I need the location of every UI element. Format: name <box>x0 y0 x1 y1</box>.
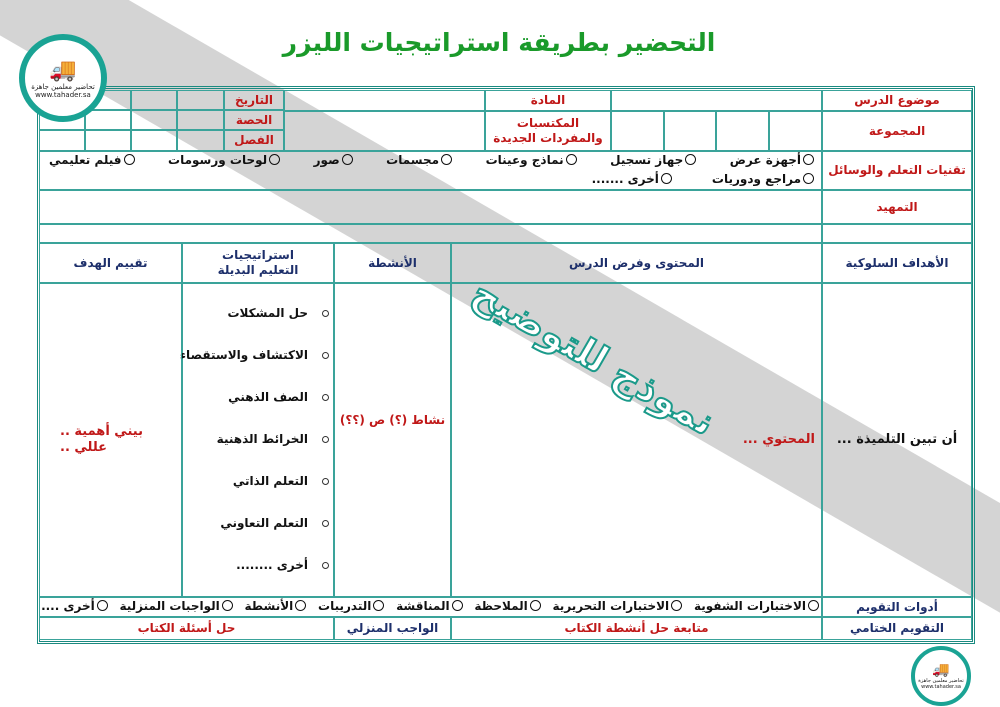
date-grid-cell[interactable] <box>40 130 86 151</box>
content-header: المحتوى وفرض الدرس <box>452 243 823 283</box>
option-pictures[interactable]: صور <box>315 153 354 167</box>
assessment-option[interactable]: أخرى .... <box>42 599 109 613</box>
class-label: الفصل <box>225 130 285 151</box>
group-label: المجموعة <box>823 111 973 151</box>
group-cell[interactable] <box>612 111 665 151</box>
date-grid-cell[interactable] <box>178 130 225 151</box>
assessment-option[interactable]: الملاحظة <box>475 599 541 613</box>
activity-cell[interactable]: نشاط (؟) ص (؟؟) <box>335 283 452 597</box>
date-grid-cell[interactable] <box>132 130 178 151</box>
strategy-label: أخرى ........ <box>237 558 309 572</box>
strategy-option[interactable] <box>237 558 330 573</box>
radio-icon[interactable] <box>323 478 330 485</box>
assessment-option[interactable]: التدريبات <box>319 599 385 613</box>
radio-icon[interactable] <box>323 436 330 443</box>
tech-label: تقنيات التعلم والوسائل <box>823 151 973 190</box>
assessment-options-row <box>42 599 820 613</box>
strategy-option[interactable] <box>218 432 330 447</box>
final-label: التقويم الختامي <box>823 617 973 640</box>
option-recorder[interactable]: جهاز تسجيل <box>611 153 697 167</box>
assessment-label: أدوات التقويم <box>823 597 973 617</box>
group-cell[interactable] <box>665 111 717 151</box>
strategy-option[interactable] <box>181 348 330 363</box>
logo-text: تحاضير معلمين جاهزة <box>32 82 96 91</box>
strategy-label: التعلم التعاوني <box>221 516 309 530</box>
vocab-value[interactable] <box>285 111 486 151</box>
evaluation-cell[interactable]: بيني أهمية .. عللي .. <box>40 283 183 597</box>
spacer-cell <box>823 224 973 243</box>
subject-label: المادة <box>486 90 612 111</box>
logo-top <box>20 34 108 122</box>
assessment-option[interactable]: الأنشطة <box>246 599 308 613</box>
objective-cell[interactable]: أن تبين التلميذة ... <box>823 283 973 597</box>
strategy-label: حل المشكلات <box>228 306 309 320</box>
strategy-option[interactable] <box>234 474 330 489</box>
date-grid-cell[interactable] <box>132 110 178 130</box>
option-solids[interactable]: مجسمات <box>387 153 453 167</box>
intro-label: التمهيد <box>823 190 973 224</box>
group-cell[interactable] <box>770 111 823 151</box>
option-other[interactable]: أخرى ....... <box>593 172 673 186</box>
homework-label: الواجب المنزلي <box>335 617 452 640</box>
strategy-label: الاكتشاف والاستقصاء <box>180 348 309 362</box>
assessment-option[interactable]: الاختبارات التحريرية <box>554 599 684 613</box>
assessment-option[interactable]: الواجبات المنزلية <box>120 599 233 613</box>
subject-value[interactable] <box>285 90 486 111</box>
period-label: الحصة <box>225 110 285 130</box>
evaluation-header: تقييم الهدف <box>40 243 183 283</box>
assessment-option[interactable]: المناقشة <box>397 599 463 613</box>
strategy-label: التعلم الذاتي <box>233 474 309 488</box>
topic-value[interactable] <box>612 90 823 111</box>
date-grid-cell[interactable] <box>178 90 225 110</box>
radio-icon[interactable] <box>323 520 330 527</box>
strategies-header: استراتيجيات التعليم البديلة <box>183 243 335 283</box>
option-charts[interactable]: لوحات ورسومات <box>169 153 281 167</box>
activities-header: الأنشطة <box>335 243 452 283</box>
truck-icon: 🚚 <box>933 662 951 678</box>
book-cell: حل أسئلة الكتاب <box>40 617 335 640</box>
logo-url: www.tahader.sa <box>922 684 962 690</box>
watermark-text: نموذج للتوضيح <box>466 269 724 445</box>
strategy-option[interactable] <box>229 390 330 405</box>
spacer-cell <box>40 224 823 243</box>
topic-label: موضوع الدرس <box>823 90 973 111</box>
date-grid-cell[interactable] <box>86 130 132 151</box>
intro-value[interactable] <box>40 190 823 224</box>
logo-bottom <box>912 646 972 706</box>
date-grid-cell[interactable] <box>178 110 225 130</box>
group-cell[interactable] <box>717 111 770 151</box>
option-film[interactable]: فيلم تعليمي <box>50 153 136 167</box>
vocab-label: المكتسبات والمفردات الجديدة <box>486 111 612 151</box>
logo-text: تحاضير معلمين جاهزة <box>919 678 965 684</box>
date-grid-cell[interactable] <box>86 110 132 130</box>
radio-icon[interactable] <box>323 562 330 569</box>
assessment-option[interactable]: الاختبارات الشفوية <box>695 599 820 613</box>
logo-url: www.tahader.sa <box>36 90 92 99</box>
content-cell[interactable]: المحتوي ... <box>452 283 823 597</box>
radio-icon[interactable] <box>323 394 330 401</box>
truck-icon: 🚚 <box>50 57 78 83</box>
strategy-option[interactable] <box>221 516 330 531</box>
page-title: التحضير بطريقة استراتيجيات الليزر <box>283 28 717 57</box>
follow-cell: متابعة حل أنشطة الكتاب <box>452 617 823 640</box>
radio-icon[interactable] <box>323 352 330 359</box>
radio-icon[interactable] <box>323 310 330 317</box>
tech-options-row-2 <box>593 172 815 186</box>
strategies-cell <box>180 283 335 597</box>
option-projector[interactable]: أجهزة عرض <box>731 153 815 167</box>
objectives-header: الأهداف السلوكية <box>823 243 973 283</box>
tech-options-row-1 <box>50 153 815 167</box>
date-grid-cell[interactable] <box>132 90 178 110</box>
strategy-option[interactable] <box>228 306 330 321</box>
strategy-label: الصف الذهني <box>229 390 309 404</box>
date-label: التاريخ <box>225 90 285 110</box>
strategy-label: الخرائط الذهنية <box>217 432 309 446</box>
option-references[interactable]: مراجع ودوريات <box>713 172 815 186</box>
option-models[interactable]: نماذج وعينات <box>487 153 578 167</box>
